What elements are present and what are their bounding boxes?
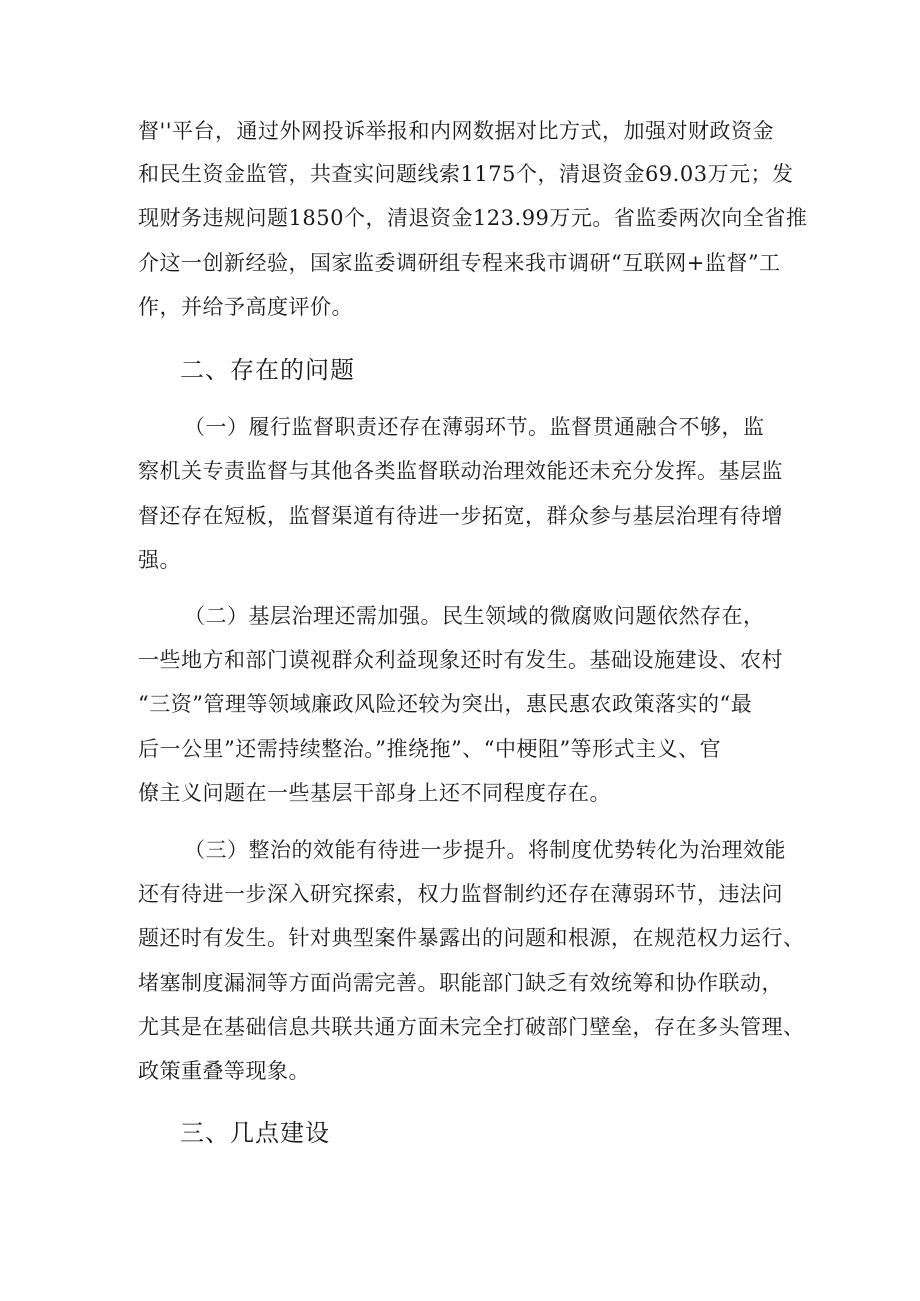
paragraph-line: 介这一创新经验，国家监委调研组专程来我市调研“互联网+监督”工 <box>138 251 781 275</box>
paragraph-line: 和民生资金监管，共查实问题线索1175个，清退资金69.03万元；发 <box>138 162 794 186</box>
section-heading: 三、几点建设 <box>180 1119 330 1147</box>
paragraph-line: 堵塞制度漏洞等方面尚需完善。职能部门缺乏有效统筹和协作联动， <box>138 971 783 995</box>
paragraph-line: 督''平台，通过外网投诉举报和内网数据对比方式，加强对财政资金 <box>138 119 775 143</box>
section-heading: 二、存在的问题 <box>180 356 355 384</box>
paragraph-line: 僚主义问题在一些基层干部身上还不同程度存在。 <box>138 781 611 805</box>
paragraph-line: 强。 <box>138 548 181 572</box>
paragraph-line: 政策重叠等现象。 <box>138 1059 310 1083</box>
paragraph-line: 题还时有发生。针对典型案件暴露出的问题和根源，在规范权力运行、 <box>138 926 805 950</box>
paragraph-line: 一些地方和部门谟视群众利益现象还时有发生。基础设施建设、农村 <box>138 648 783 672</box>
paragraph-line: 作，并给予高度评价。 <box>138 295 353 319</box>
paragraph-line: 察机关专责监督与其他各类监督联动治理效能还未充分发挥。基层监 <box>138 459 783 483</box>
paragraph-line: （一）履行监督职责还存在薄弱环节。监督贯通融合不够，监 <box>184 415 765 439</box>
paragraph-line: （三）整治的效能有待进一步提升。将制度优势转化为治理效能 <box>184 838 786 862</box>
paragraph-line: 现财务违规问题1850个，清退资金123.99万元。省监委两次向全省推 <box>138 206 808 230</box>
paragraph-line: “三资”管理等领域廉政风险还较为突出，惠民惠农政策落实的“最 <box>138 692 753 716</box>
paragraph-line: （二）基层治理还需加强。民生领域的微腐败问题依然存在， <box>184 604 765 628</box>
paragraph-line: 后一公里”还需持续整治。”推绕拖”、“中梗阻”等形式主义、官 <box>138 737 722 761</box>
paragraph-line: 尤其是在基础信息共联共通方面未完全打破部门壁垒，存在多头管理、 <box>138 1015 805 1039</box>
paragraph-line: 还有待进一步深入研究探索，权力监督制约还存在薄弱环节，违法问 <box>138 882 783 906</box>
paragraph-line: 督还存在短板，监督渠道有待进一步拓宽，群众参与基层治理有待增 <box>138 504 783 528</box>
